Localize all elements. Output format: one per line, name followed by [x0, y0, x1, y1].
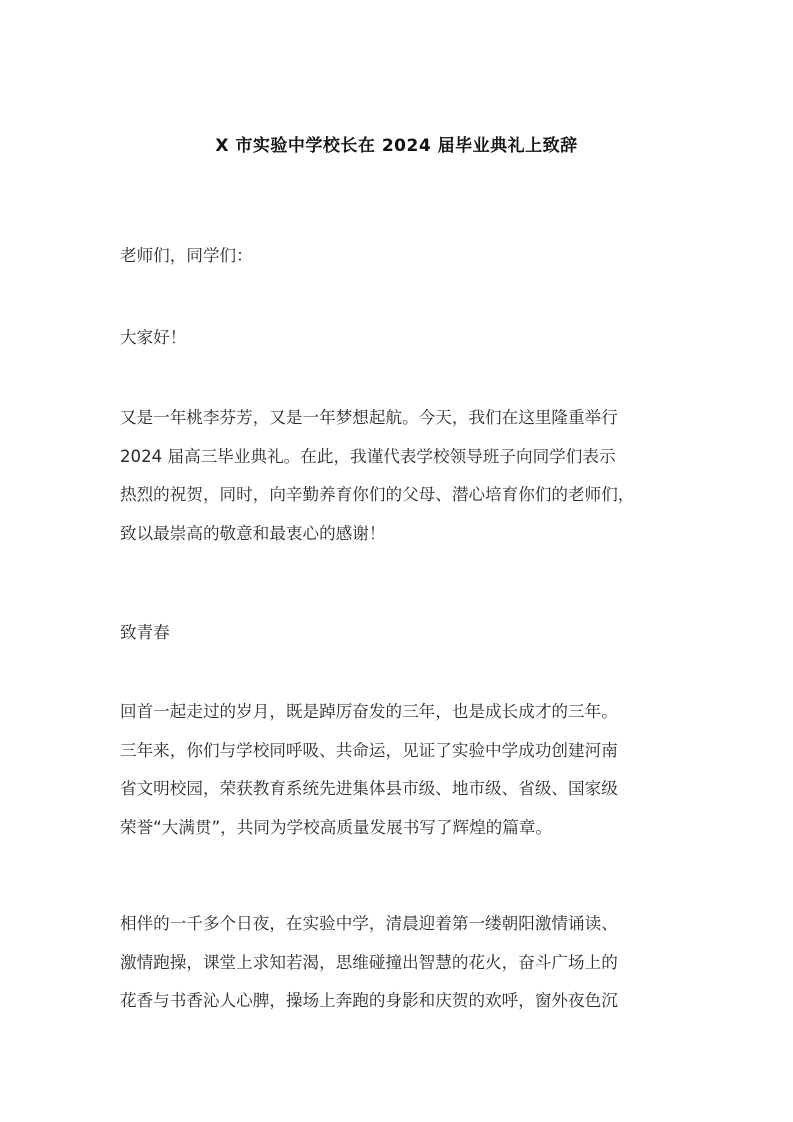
paragraph-line: 三年来，你们与学校同呼吸、共命运，见证了实验中学成功创建河南	[120, 740, 618, 760]
salutation	[120, 237, 676, 276]
section-heading-text: 致青春	[120, 623, 170, 642]
paragraph-memories	[120, 905, 676, 1021]
paragraph-line: 回首一起走过的岁月，既是踔厉奋发的三年，也是成长成才的三年。	[120, 702, 618, 721]
greeting	[120, 319, 676, 358]
paragraph-line: 致以最崇高的敬意和最衷心的感谢！	[120, 523, 386, 543]
paragraph-line: 2024 届高三毕业典礼。在此，我谨代表学校领导班子向同学们表示	[120, 446, 616, 466]
paragraph-line: 省文明校园，荣获教育系统先进集体县市级、地市级、省级、国家级	[120, 779, 618, 798]
paragraph-line: 又是一年桃李芬芳，又是一年梦想起航。今天，我们在这里隆重举行	[120, 408, 618, 427]
paragraph-line: 荣誉“大满贯”，共同为学校高质量发展书写了辉煌的篇章。	[120, 817, 553, 837]
greeting-text: 大家好！	[120, 328, 187, 347]
salutation-text: 老师们，同学们：	[120, 246, 253, 265]
paragraph-youth	[120, 693, 676, 847]
paragraph-line: 花香与书香沁人心脾，操场上奔跑的身影和庆贺的欢呼，窗外夜色沉	[120, 991, 618, 1010]
section-heading	[120, 614, 676, 653]
paragraph-line: 热烈的祝贺，同时，向辛勤养育你们的父母、潜心培育你们的老师们，	[120, 485, 635, 504]
paragraph-line: 相伴的一千多个日夜，在实验中学，清晨迎着第一缕朝阳激情诵读、	[120, 914, 618, 933]
document-title: X 市实验中学校长在 2024 届毕业典礼上致辞	[215, 136, 578, 156]
paragraph-opening	[120, 399, 676, 553]
paragraph-line: 激情跑操，课堂上求知若渴，思维碰撞出智慧的花火，奋斗广场上的	[120, 952, 618, 972]
